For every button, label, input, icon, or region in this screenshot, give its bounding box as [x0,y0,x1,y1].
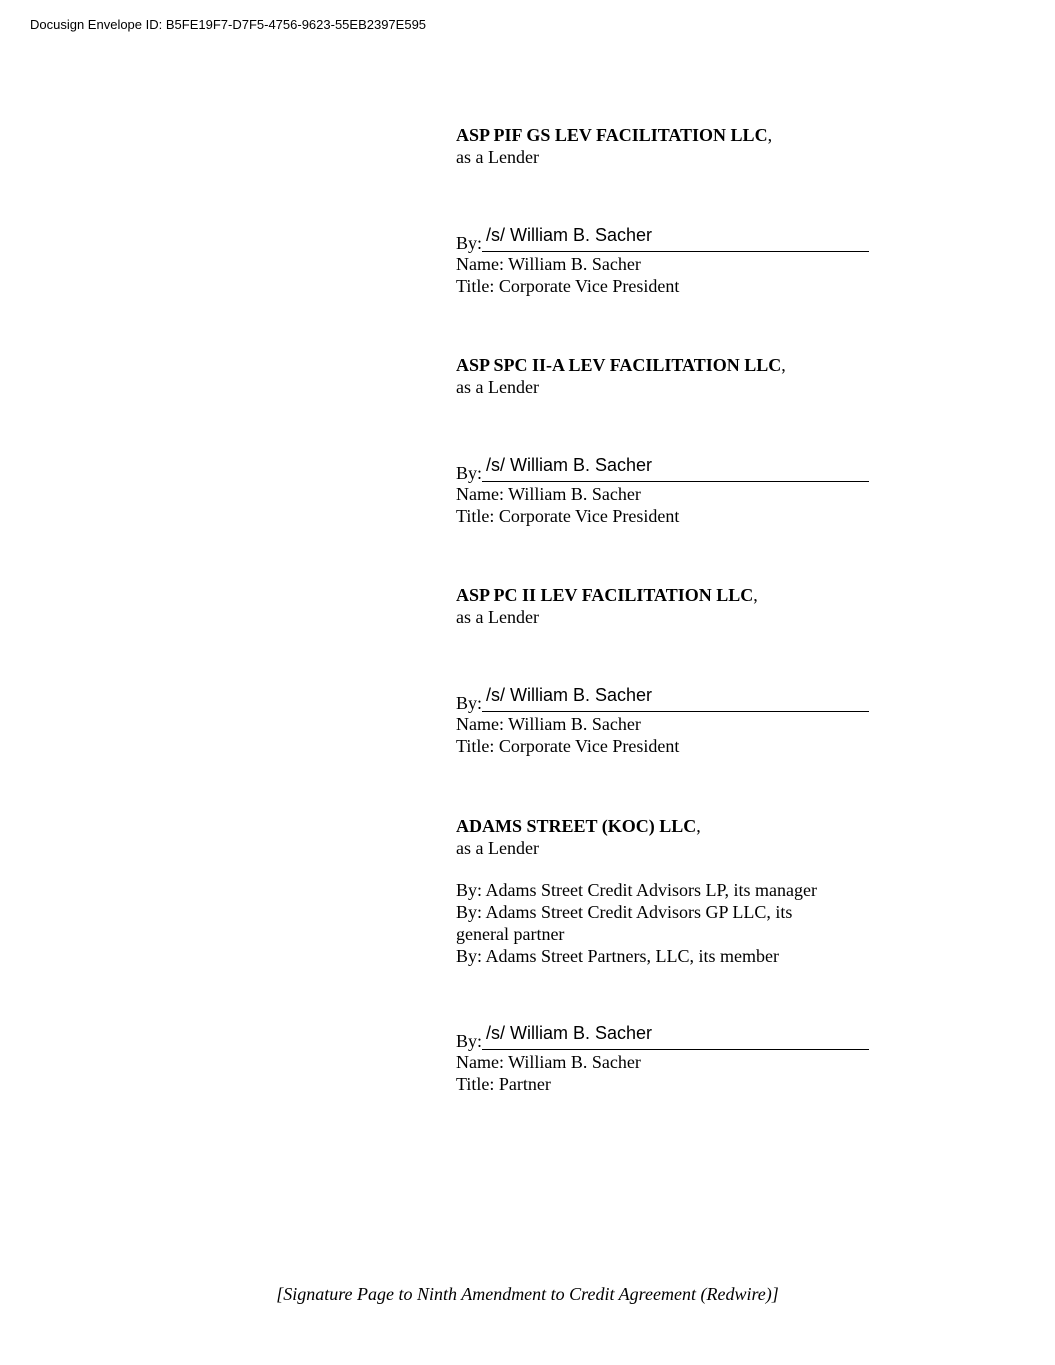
by-label: By: [456,233,483,253]
by-label: By: [456,693,483,713]
signer-title: Title: Corporate Vice President [456,506,680,526]
authority-line: By: Adams Street Credit Advisors GP LLC, its [456,902,793,922]
signer-name: Name: William B. Sacher [456,714,641,734]
entity-name: ADAMS STREET (KOC) LLC, [456,816,701,836]
authority-line: By: Adams Street Partners, LLC, its member [456,946,779,966]
signature-line [482,251,869,252]
authority-chain [456,879,896,967]
entity-name: ASP PIF GS LEV FACILITATION LLC, [456,125,773,145]
signatory-block-1 [456,124,896,168]
entity-name: ASP SPC II-A LEV FACILITATION LLC, [456,355,786,375]
signature-text: /s/ William B. Sacher [486,225,653,245]
signatory-block-4 [456,815,896,859]
signature-line [482,1049,869,1050]
by-label: By: [456,463,483,483]
entity-role: as a Lender [456,838,539,858]
signature-field-3 [456,684,876,714]
entity-role: as a Lender [456,607,539,627]
signer-details-3 [456,713,896,757]
signature-field-1 [456,224,876,254]
signature-line [482,711,869,712]
authority-line: general partner [456,924,565,944]
signer-title: Title: Corporate Vice President [456,276,680,296]
signatory-block-3 [456,584,896,628]
signature-text: /s/ William B. Sacher [486,685,653,705]
entity-name: ASP PC II LEV FACILITATION LLC, [456,585,758,605]
authority-line: By: Adams Street Credit Advisors LP, its manager [456,880,817,900]
entity-role: as a Lender [456,377,539,397]
signer-title: Title: Partner [456,1074,551,1094]
signer-name: Name: William B. Sacher [456,484,641,504]
entity-role: as a Lender [456,147,539,167]
signature-line [482,481,869,482]
signer-details-1 [456,253,896,297]
signature-text: /s/ William B. Sacher [486,1023,653,1043]
signature-field-2 [456,454,876,484]
signer-details-4 [456,1051,896,1095]
docusign-envelope-id: Docusign Envelope ID: B5FE19F7-D7F5-4756-9623-55EB2397E595 [30,17,427,32]
signature-text: /s/ William B. Sacher [486,455,653,475]
signature-field-4 [456,1022,876,1052]
signer-details-2 [456,483,896,527]
page-footer: [Signature Page to Ninth Amendment to Credit Agreement (Redwire)] [276,1284,779,1304]
signer-name: Name: William B. Sacher [456,1052,641,1072]
signer-name: Name: William B. Sacher [456,254,641,274]
signer-title: Title: Corporate Vice President [456,736,680,756]
by-label: By: [456,1031,483,1051]
signatory-block-2 [456,354,896,398]
